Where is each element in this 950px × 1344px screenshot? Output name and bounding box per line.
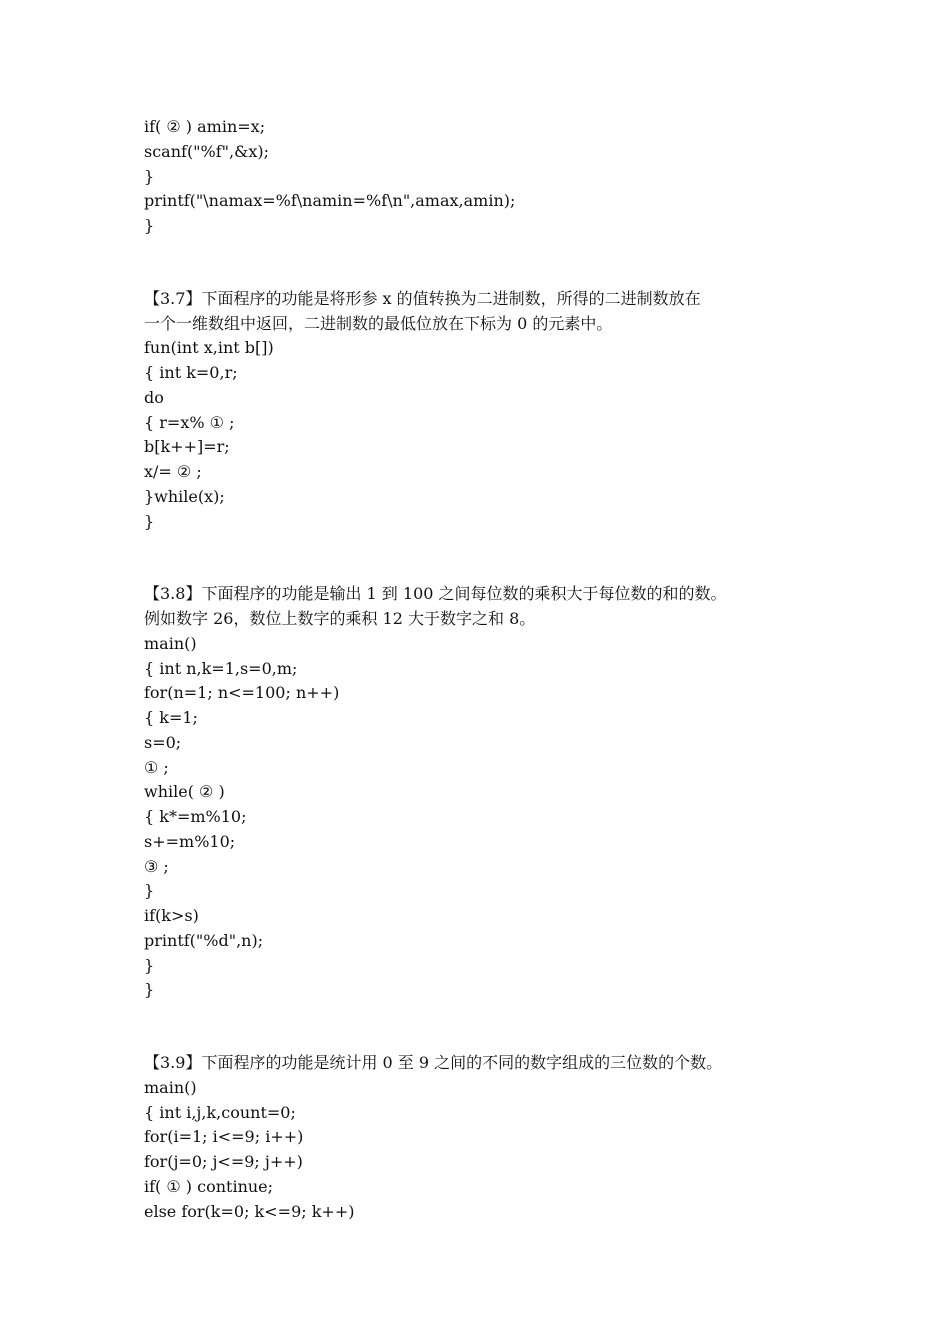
- code-line: for(j=0; j<=9; j++): [144, 1152, 303, 1171]
- section-gap: [144, 534, 844, 582]
- code-line: ③ ;: [144, 856, 169, 876]
- code-line: b[k++]=r;: [144, 437, 230, 457]
- code-line: s+=m%10;: [144, 831, 236, 851]
- code-line: }: [144, 881, 155, 901]
- document-content: [144, 115, 844, 1224]
- code-line: x/= ② ;: [144, 462, 202, 481]
- code-line: for(i=1; i<=9; i++): [144, 1127, 304, 1147]
- code-line: s=0;: [144, 732, 182, 752]
- code-line: }: [144, 980, 155, 1000]
- question-text-line: 【3.7】下面程序的功能是将形参 x 的值转换为二进制数，所得的二进制数放在: [144, 288, 701, 308]
- code-line: { r=x% ① ;: [144, 412, 235, 432]
- code-line: do: [144, 387, 164, 407]
- code-line: ① ;: [144, 757, 169, 777]
- code-line: }: [144, 166, 155, 186]
- code-line: { int n,k=1,s=0,m;: [144, 658, 298, 678]
- code-line: else for(k=0; k<=9; k++): [144, 1201, 355, 1221]
- code-line: while( ② ): [144, 782, 225, 802]
- question-text-line: 【3.8】下面程序的功能是输出 1 到 100 之间每位数的乘积大于每位数的和的数。: [144, 584, 727, 604]
- code-line: { k=1;: [144, 708, 198, 727]
- code-line: { k*=m%10;: [144, 807, 247, 826]
- code-line: }while(x);: [144, 486, 225, 506]
- code-line: for(n=1; n<=100; n++): [144, 683, 340, 703]
- section-gap: [144, 1003, 844, 1051]
- code-line: scanf("%f",&x);: [144, 141, 270, 161]
- code-line: }: [144, 216, 155, 235]
- code-line: { int k=0,r;: [144, 363, 238, 382]
- code-line: printf("%d",n);: [144, 930, 264, 950]
- code-line: printf("\namax=%f\namin=%f\n",amax,amin);: [144, 191, 516, 211]
- code-line: }: [144, 511, 155, 531]
- section-gap: [144, 239, 844, 287]
- code-line: main(): [144, 633, 197, 653]
- code-line: { int i,j,k,count=0;: [144, 1102, 296, 1122]
- code-line: if(k>s): [144, 906, 199, 925]
- question-text-line: 例如数字 26，数位上数字的乘积 12 大于数字之和 8。: [144, 609, 536, 628]
- question-text-line: 【3.9】下面程序的功能是统计用 0 至 9 之间的不同的数字组成的三位数的个数。: [144, 1053, 723, 1072]
- code-line: }: [144, 955, 155, 975]
- code-line: fun(int x,int b[]): [144, 338, 274, 358]
- code-line: main(): [144, 1077, 197, 1097]
- question-text-line: 一个一维数组中返回，二进制数的最低位放在下标为 0 的元素中。: [144, 313, 613, 333]
- code-line: if( ① ) continue;: [144, 1176, 274, 1196]
- code-line: if( ② ) amin=x;: [144, 117, 266, 136]
